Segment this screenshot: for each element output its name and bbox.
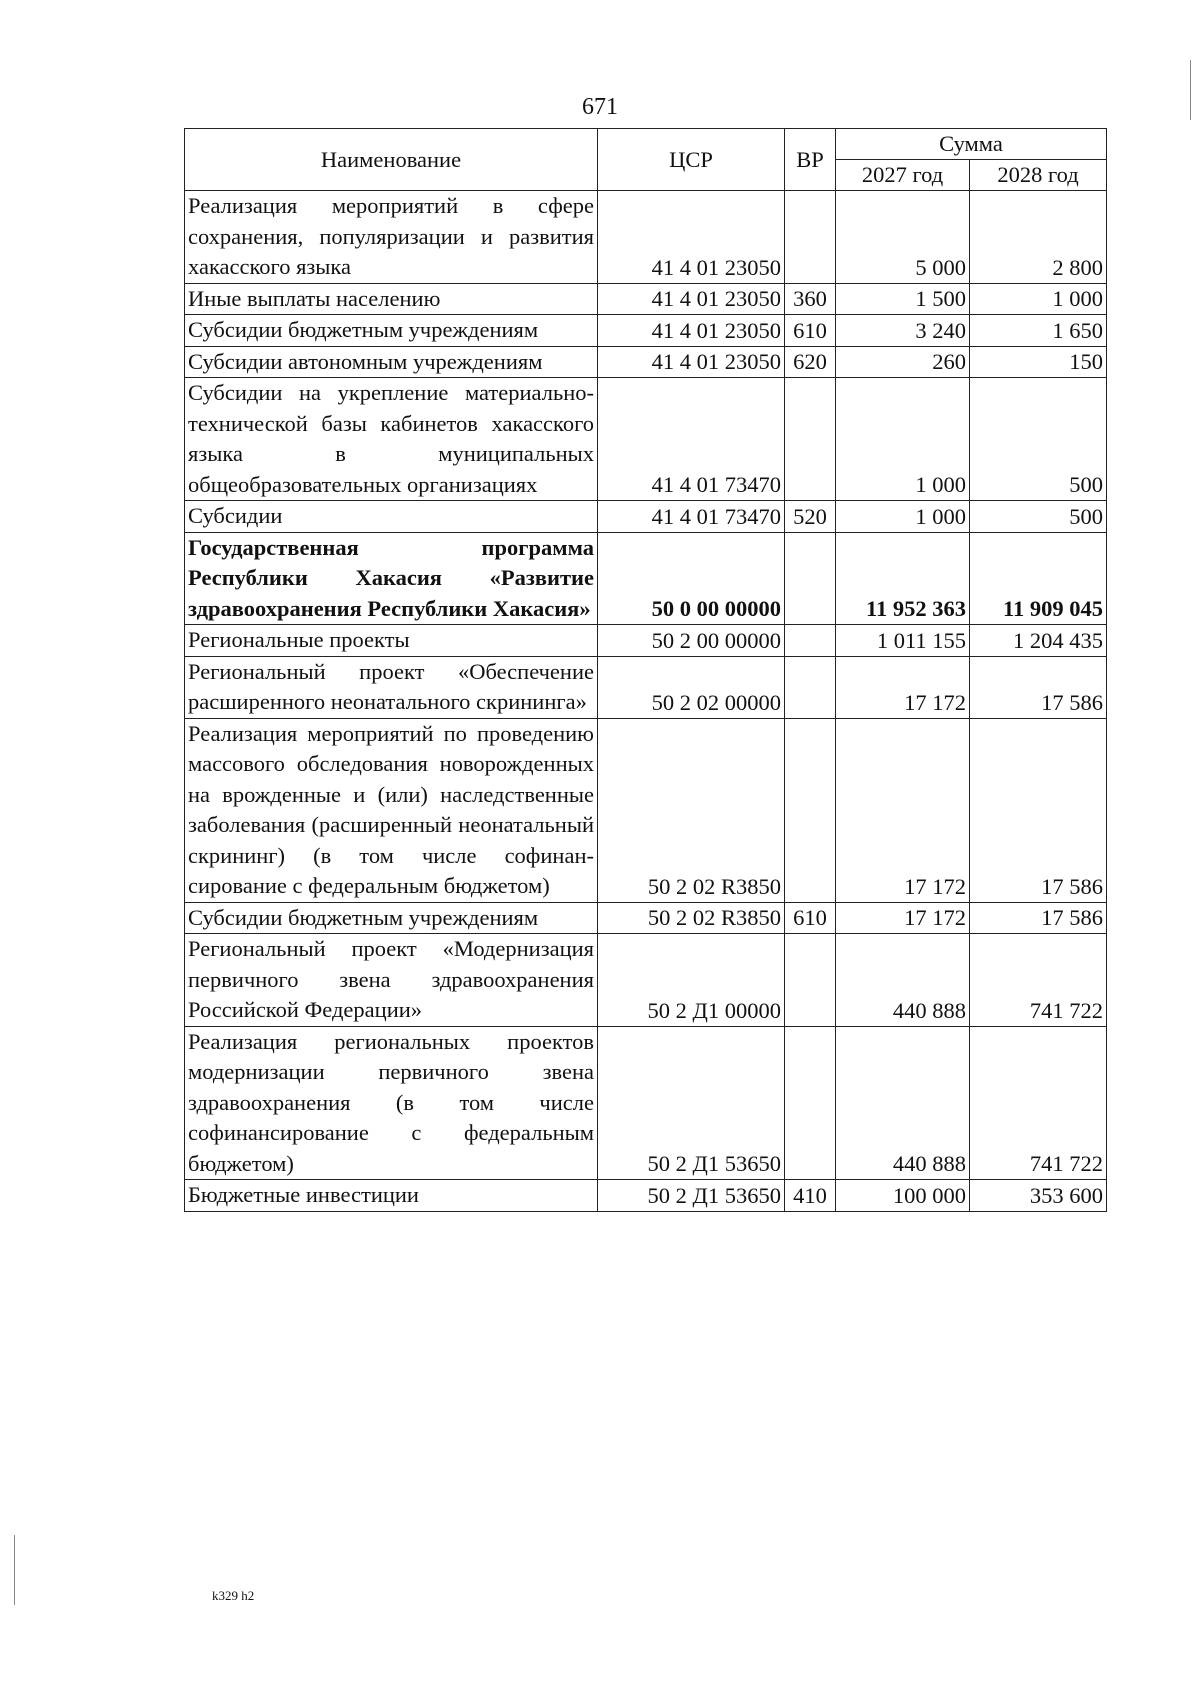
row-csr: 41 4 01 23050 [598, 191, 785, 284]
row-name: Иные выплаты населению [185, 283, 598, 315]
row-csr: 50 2 Д1 00000 [598, 934, 785, 1027]
scan-edge-mark [14, 1535, 15, 1605]
row-vr [785, 1026, 836, 1180]
row-name: Субсидии на укрепление материально-технической базы кабинетов хакасского языка в муниципальных общеобразовательных организациях [185, 378, 598, 501]
row-vr: 360 [785, 283, 836, 315]
table-row [185, 346, 1107, 378]
row-name: Государственная программа Республики Хакасия «Развитие здравоохранения Республики Хакасия» [185, 532, 598, 625]
row-name: Бюджетные инвестиции [185, 1180, 598, 1212]
row-vr [785, 625, 836, 657]
row-sum-2028: 353 600 [970, 1180, 1107, 1212]
row-vr: 410 [785, 1180, 836, 1212]
header-year-2028: 2028 год [970, 160, 1107, 191]
row-name: Субсидии бюджетным учреждениям [185, 315, 598, 347]
row-sum-2027: 440 888 [836, 934, 970, 1027]
table-body [185, 191, 1107, 1212]
row-name: Региональные проекты [185, 625, 598, 657]
row-name: Реализация мероприятий в сфере сохранения, популяризации и развития хакасского языка [185, 191, 598, 284]
row-csr: 50 2 Д1 53650 [598, 1180, 785, 1212]
row-csr: 50 2 02 00000 [598, 656, 785, 718]
row-vr: 610 [785, 902, 836, 934]
header-name: Наименование [185, 129, 598, 191]
row-sum-2027: 3 240 [836, 315, 970, 347]
row-sum-2028: 1 204 435 [970, 625, 1107, 657]
table-row [185, 191, 1107, 284]
row-csr: 41 4 01 73470 [598, 378, 785, 501]
header-sum: Сумма [836, 129, 1107, 160]
row-sum-2028: 1 650 [970, 315, 1107, 347]
header-year-2027: 2027 год [836, 160, 970, 191]
row-sum-2028: 1 000 [970, 283, 1107, 315]
row-sum-2028: 2 800 [970, 191, 1107, 284]
row-name: Региональный проект «Обеспечение расширенного неонатального скрининга» [185, 656, 598, 718]
row-sum-2027: 17 172 [836, 718, 970, 902]
scan-edge-mark [1190, 60, 1191, 120]
row-vr: 520 [785, 501, 836, 533]
row-sum-2028: 11 909 045 [970, 532, 1107, 625]
row-vr [785, 532, 836, 625]
row-vr [785, 191, 836, 284]
row-vr [785, 656, 836, 718]
row-sum-2028: 150 [970, 346, 1107, 378]
row-sum-2028: 17 586 [970, 718, 1107, 902]
row-csr: 50 2 02 R3850 [598, 718, 785, 902]
row-csr: 50 0 00 00000 [598, 532, 785, 625]
row-sum-2027: 1 011 155 [836, 625, 970, 657]
row-csr: 50 2 00 00000 [598, 625, 785, 657]
footer-code: k329 h2 [212, 1588, 255, 1603]
row-vr [785, 934, 836, 1027]
table-row [185, 1180, 1107, 1212]
row-csr: 50 2 Д1 53650 [598, 1026, 785, 1180]
table-row [185, 656, 1107, 718]
row-vr: 610 [785, 315, 836, 347]
table-row [185, 718, 1107, 902]
row-sum-2028: 741 722 [970, 1026, 1107, 1180]
row-sum-2028: 17 586 [970, 656, 1107, 718]
table-row [185, 1026, 1107, 1180]
row-sum-2027: 11 952 363 [836, 532, 970, 625]
table-row [185, 902, 1107, 934]
row-csr: 41 4 01 23050 [598, 346, 785, 378]
row-sum-2027: 100 000 [836, 1180, 970, 1212]
table-header [185, 129, 1107, 191]
table-row [185, 315, 1107, 347]
row-sum-2027: 1 000 [836, 378, 970, 501]
row-name: Реализация региональных проектов модернизации первичного звена здравоохранения (в том числе софинансирование с федеральным бюджетом) [185, 1026, 598, 1180]
row-csr: 41 4 01 73470 [598, 501, 785, 533]
table-row [185, 283, 1107, 315]
row-vr [785, 378, 836, 501]
row-sum-2028: 500 [970, 378, 1107, 501]
row-sum-2027: 440 888 [836, 1026, 970, 1180]
row-sum-2028: 17 586 [970, 902, 1107, 934]
row-sum-2027: 1 500 [836, 283, 970, 315]
budget-table [184, 128, 1107, 1212]
row-name: Региональный проект «Модернизация первичного звена здравоохранения Российской Федерации» [185, 934, 598, 1027]
row-name: Субсидии автономным учреждениям [185, 346, 598, 378]
row-vr: 620 [785, 346, 836, 378]
row-sum-2027: 1 000 [836, 501, 970, 533]
row-sum-2028: 500 [970, 501, 1107, 533]
row-csr: 50 2 02 R3850 [598, 902, 785, 934]
row-sum-2027: 17 172 [836, 902, 970, 934]
page-number: 671 [582, 94, 618, 120]
row-vr [785, 718, 836, 902]
header-csr: ЦСР [598, 129, 785, 191]
row-csr: 41 4 01 23050 [598, 283, 785, 315]
row-name: Реализация мероприятий по проведению массового обследования новорожденных на врожденные и (или) наследственные заболевания (расширенный неонатальный скрининг) (в том числе софинансирование с федеральным бюджетом) [185, 718, 598, 902]
table-row [185, 532, 1107, 625]
table-row [185, 625, 1107, 657]
row-name: Субсидии бюджетным учреждениям [185, 902, 598, 934]
row-sum-2027: 260 [836, 346, 970, 378]
table-row [185, 934, 1107, 1027]
row-name: Субсидии [185, 501, 598, 533]
header-vr: ВР [785, 129, 836, 191]
table-row [185, 378, 1107, 501]
table-row [185, 501, 1107, 533]
row-sum-2028: 741 722 [970, 934, 1107, 1027]
row-csr: 41 4 01 23050 [598, 315, 785, 347]
row-sum-2027: 5 000 [836, 191, 970, 284]
row-sum-2027: 17 172 [836, 656, 970, 718]
